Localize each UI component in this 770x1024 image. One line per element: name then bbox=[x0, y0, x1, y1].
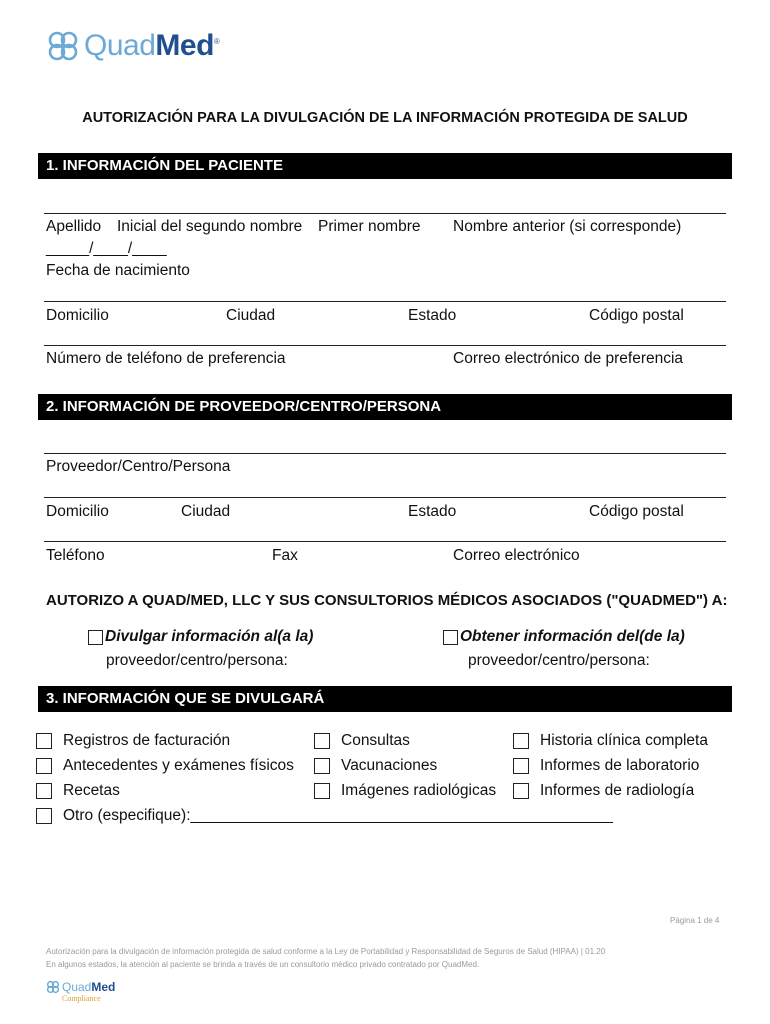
document-title: AUTORIZACIÓN PARA LA DIVULGACIÓN DE LA INFORMACIÓN PROTEGIDA DE SALUD bbox=[82, 110, 688, 126]
label-inicial: Inicial del segundo nombre bbox=[117, 218, 303, 235]
checkbox[interactable] bbox=[36, 783, 52, 799]
checkbox[interactable] bbox=[314, 758, 330, 774]
option-divulgar[interactable] bbox=[88, 628, 313, 646]
provider-contact-line[interactable] bbox=[44, 541, 726, 542]
authorization-statement: AUTORIZO A QUAD/MED, LLC Y SUS CONSULTORIOS MÉDICOS ASOCIADOS ("QUADMED") A: bbox=[46, 592, 728, 609]
checkbox[interactable] bbox=[513, 758, 529, 774]
name-line[interactable] bbox=[44, 213, 726, 214]
label-fax: Fax bbox=[272, 547, 298, 564]
checkbox[interactable] bbox=[314, 733, 330, 749]
label-codigo-postal-2: Código postal bbox=[589, 503, 684, 520]
provider-address-line[interactable] bbox=[44, 497, 726, 498]
label-primer-nombre: Primer nombre bbox=[318, 218, 421, 235]
label-apellido: Apellido bbox=[46, 218, 102, 235]
logo-text: QuadMed® bbox=[84, 29, 220, 62]
label-codigo-postal: Código postal bbox=[589, 307, 684, 324]
section3-header: 3. INFORMACIÓN QUE SE DIVULGARÁ bbox=[38, 686, 732, 712]
footer-logo-icon bbox=[46, 980, 60, 994]
label-ciudad-2: Ciudad bbox=[181, 503, 231, 520]
check-consultas[interactable]: Consultas bbox=[314, 732, 410, 750]
checkbox[interactable] bbox=[513, 733, 529, 749]
footer-logo bbox=[46, 980, 115, 994]
label-correo-preferencia: Correo electrónico de preferencia bbox=[453, 350, 684, 367]
check-antecedentes[interactable]: Antecedentes y exámenes físicos bbox=[36, 757, 294, 775]
label-ciudad: Ciudad bbox=[226, 307, 276, 324]
label-domicilio: Domicilio bbox=[46, 307, 109, 324]
section1-header: 1. INFORMACIÓN DEL PACIENTE bbox=[38, 153, 732, 179]
checkbox[interactable] bbox=[36, 808, 52, 824]
provider-line[interactable] bbox=[44, 453, 726, 454]
obtener-sub: proveedor/centro/persona: bbox=[468, 652, 650, 669]
footer-logo-sub: Compliance bbox=[62, 994, 101, 1003]
label-fecha-nacimiento: Fecha de nacimiento bbox=[46, 262, 190, 279]
label-estado-2: Estado bbox=[408, 503, 457, 520]
quadmed-logo-icon bbox=[46, 29, 80, 63]
divulgar-sub: proveedor/centro/persona: bbox=[106, 652, 288, 669]
obtener-checkbox[interactable] bbox=[443, 630, 458, 645]
dob-field[interactable]: _____/____/____ bbox=[46, 240, 167, 257]
section2-header: 2. INFORMACIÓN DE PROVEEDOR/CENTRO/PERSONA bbox=[38, 394, 732, 420]
contact-line[interactable] bbox=[44, 345, 726, 346]
check-imagenes[interactable]: Imágenes radiológicas bbox=[314, 782, 496, 800]
check-otro[interactable]: Otro (especifique):_________________________________________________ bbox=[36, 807, 613, 825]
page-number: Página 1 de 4 bbox=[670, 916, 720, 925]
checkbox[interactable] bbox=[314, 783, 330, 799]
checkbox[interactable] bbox=[36, 758, 52, 774]
check-laboratorio[interactable]: Informes de laboratorio bbox=[513, 757, 699, 775]
check-radiologia[interactable]: Informes de radiología bbox=[513, 782, 694, 800]
label-telefono-preferencia: Número de teléfono de preferencia bbox=[46, 350, 286, 367]
address-line[interactable] bbox=[44, 301, 726, 302]
check-facturacion[interactable]: Registros de facturación bbox=[36, 732, 230, 750]
obtener-label: Obtener información del(de la) bbox=[460, 628, 685, 645]
label-telefono: Teléfono bbox=[46, 547, 105, 564]
footer-line1: Autorización para la divulgación de información protegida de salud conforme a la Ley de Portabilidad y Responsabilidad de Seguros de Salud (HIPAA) | 01.20 bbox=[46, 947, 606, 956]
footer-line2: En algunos estados, la atención al paciente se brinda a través de un consultorio médico privado contratado por QuadMed. bbox=[46, 960, 480, 969]
label-nombre-anterior: Nombre anterior (si corresponde) bbox=[453, 218, 682, 235]
check-recetas[interactable]: Recetas bbox=[36, 782, 120, 800]
label-proveedor: Proveedor/Centro/Persona bbox=[46, 458, 231, 475]
divulgar-checkbox[interactable] bbox=[88, 630, 103, 645]
check-vacunaciones[interactable]: Vacunaciones bbox=[314, 757, 437, 775]
checkbox[interactable] bbox=[36, 733, 52, 749]
checkbox[interactable] bbox=[513, 783, 529, 799]
label-domicilio-2: Domicilio bbox=[46, 503, 109, 520]
quadmed-logo bbox=[46, 26, 219, 66]
footer-logo-text: QuadMed bbox=[62, 980, 116, 994]
divulgar-label: Divulgar información al(a la) bbox=[105, 628, 314, 645]
option-obtener[interactable] bbox=[443, 628, 685, 646]
label-estado: Estado bbox=[408, 307, 457, 324]
check-historia[interactable]: Historia clínica completa bbox=[513, 732, 708, 750]
label-correo: Correo electrónico bbox=[453, 547, 580, 564]
